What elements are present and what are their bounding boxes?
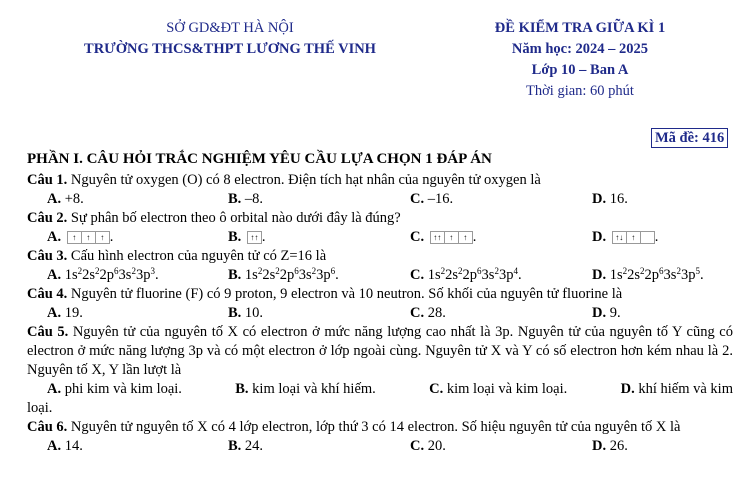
exam-title: ĐỀ KIỂM TRA GIỮA KÌ 1 xyxy=(494,20,666,36)
question-label: Câu 4. xyxy=(27,286,68,302)
option-d[interactable]: D. $1s^22s^22p^63s^23p^5$. xyxy=(592,266,704,283)
question-5 xyxy=(27,323,733,380)
question-1 xyxy=(27,171,733,190)
option-a[interactable]: A. 19. xyxy=(47,305,83,321)
question-label: Câu 2. xyxy=(27,210,68,226)
orbital-diagram-a: ↑ ↑ ↑ xyxy=(67,228,110,247)
orbital-diagram-c: ↑↑ ↑ ↑ xyxy=(430,228,473,247)
options-row xyxy=(27,228,733,247)
question-text: Cấu hình electron của nguyên tử có Z=16 là xyxy=(70,248,327,264)
class-name: Lớp 10 – Ban A xyxy=(531,62,629,78)
question-6 xyxy=(27,418,733,437)
question-text: Nguyên tử của nguyên tố X có electron ở mức năng lượng cao nhất là 3p. Nguyên tử của nguyên tố Y cũng có electron ở mức năng lượng 3p và có một electron ở lớp ngoài cùng. Nguyên tử X và Y có số electron hơn kém nhau là 2. Nguyên tố X, Y lần lượt là xyxy=(27,324,733,378)
options-row xyxy=(27,304,733,323)
school-year: Năm học: 2024 – 2025 xyxy=(511,41,649,57)
question-label: Câu 6. xyxy=(27,419,68,435)
question-label: Câu 5. xyxy=(27,324,69,340)
question-3 xyxy=(27,247,733,266)
exam-header xyxy=(455,18,705,102)
option-c[interactable]: C. 20. xyxy=(410,438,446,454)
option-c[interactable]: C. 28. xyxy=(410,305,446,321)
option-b[interactable]: B. ↑↑ . xyxy=(228,228,266,247)
option-b[interactable]: B. 24. xyxy=(228,438,264,454)
option-b[interactable]: B. $1s^22s^22p^63s^23p^6$. xyxy=(228,266,339,283)
option-d[interactable]: D. ↑↓ ↑ . xyxy=(592,228,658,247)
option-a[interactable]: A. +8. xyxy=(47,191,84,207)
exam-code-box: Mã đề: 416 xyxy=(651,128,728,148)
option-c[interactable]: C. kim loại và kim loại. xyxy=(429,381,568,397)
part-title: PHẦN I. CÂU HỎI TRẮC NGHIỆM YÊU CẦU LỰA CHỌN 1 ĐÁP ÁN xyxy=(27,151,492,167)
question-text: Nguyên tử fluorine (F) có 9 proton, 9 electron và 10 neutron. Số khối của nguyên tử fluorine là xyxy=(70,286,623,302)
question-label: Câu 3. xyxy=(27,248,68,264)
exam-duration: Thời gian: 60 phút xyxy=(526,83,634,99)
option-a[interactable]: A. phi kim và kim loại. xyxy=(47,381,182,397)
department-name: SỞ GD&ĐT HÀ NỘI xyxy=(166,20,294,36)
option-b[interactable]: B. –8. xyxy=(228,191,264,207)
option-c[interactable]: C. –16. xyxy=(410,191,454,207)
option-a[interactable]: A. $1s^22s^22p^63s^23p^3$. xyxy=(47,266,159,283)
option-c[interactable]: C. $1s^22s^22p^63s^23p^4$. xyxy=(410,266,522,283)
option-d[interactable]: D. 26. xyxy=(592,438,628,454)
options-row xyxy=(27,437,733,456)
option-d-continued: loại. xyxy=(27,400,53,416)
question-text: Sự phân bố electron theo ô orbital nào dưới đây là đúng? xyxy=(70,210,401,226)
question-label: Câu 1. xyxy=(27,172,68,188)
question-4 xyxy=(27,285,733,304)
options-row xyxy=(27,266,733,285)
option-a[interactable]: A. ↑ ↑ ↑ . xyxy=(47,228,113,247)
option-d[interactable]: D. 16. xyxy=(592,191,628,207)
option-c[interactable]: C. ↑↑ ↑ ↑ . xyxy=(410,228,476,247)
orbital-diagram-b: ↑↑ xyxy=(247,228,262,247)
options-row xyxy=(27,380,733,399)
question-2 xyxy=(27,209,733,228)
orbital-diagram-d: ↑↓ ↑ xyxy=(612,228,655,247)
option-d[interactable]: D. khí hiếm và kim xyxy=(620,381,733,397)
question-text: Nguyên tử nguyên tố X có 4 lớp electron, lớp thứ 3 có 14 electron. Số hiệu nguyên tử của nguyên tố X là xyxy=(70,419,681,435)
exam-content xyxy=(27,150,733,456)
option-b[interactable]: B. 10. xyxy=(228,305,264,321)
option-b[interactable]: B. kim loại và khí hiếm. xyxy=(235,381,376,397)
school-name: TRƯỜNG THCS&THPT LƯƠNG THẾ VINH xyxy=(84,41,376,57)
option-a[interactable]: A. 14. xyxy=(47,438,83,454)
school-header xyxy=(40,18,420,60)
options-row xyxy=(27,190,733,209)
option-d[interactable]: D. 9. xyxy=(592,305,621,321)
question-text: Nguyên tử oxygen (O) có 8 electron. Điện tích hạt nhân của nguyên tử oxygen là xyxy=(70,172,541,188)
